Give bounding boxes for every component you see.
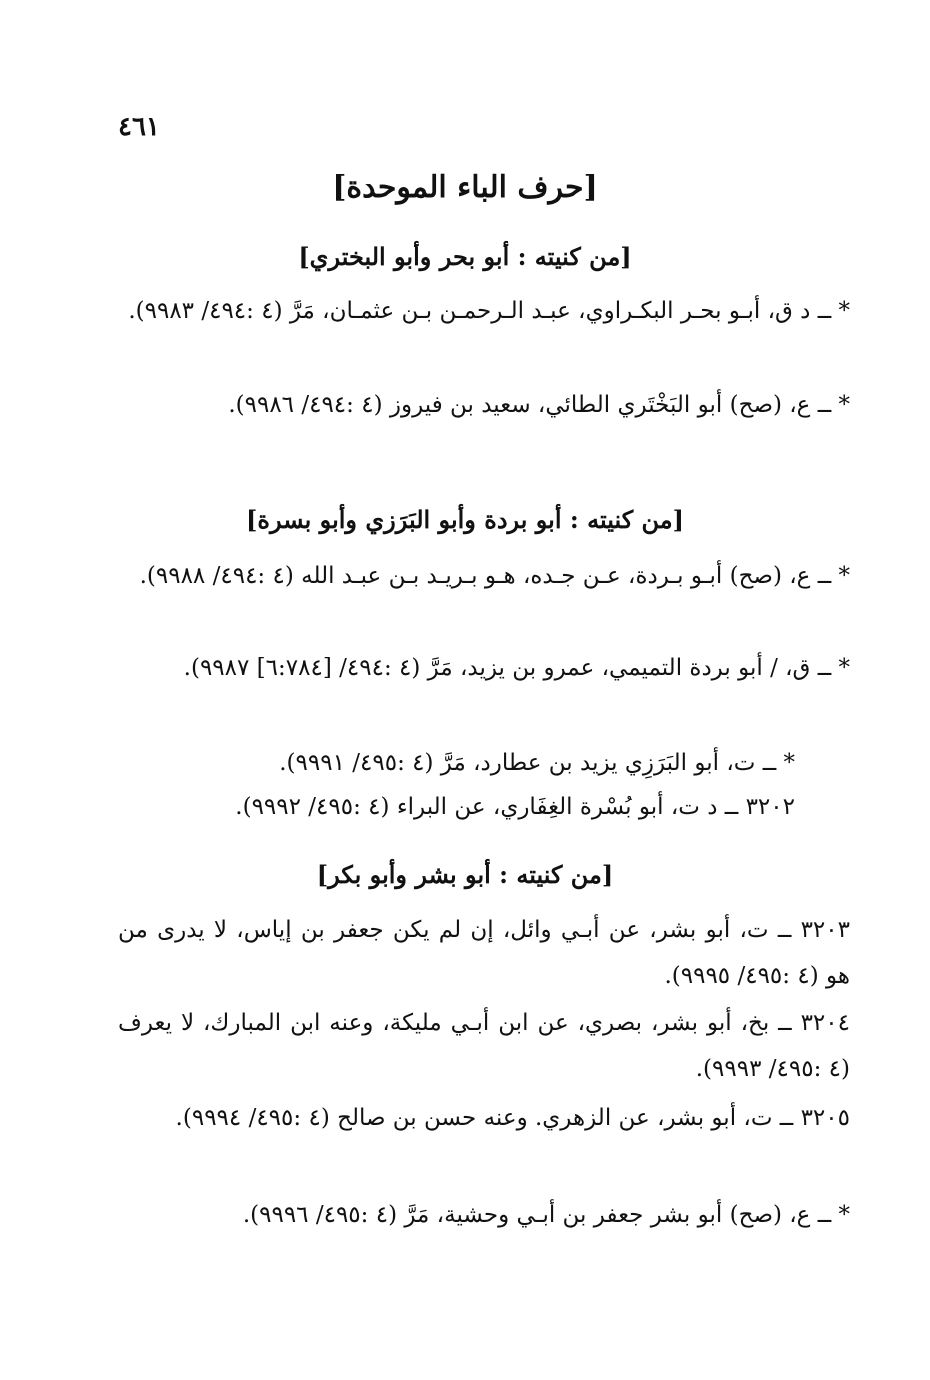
entry-text: ٣٢٠٢ ــ د ت، أبو بُسْرة الغِفَاري، عن البراء (٤ :٤٩٥/ ٩٩٩٢). (235, 794, 795, 820)
entry-text: * ــ ع، (صح) أبو البَخْتَري الطائي، سعيد بن فيروز (٤ :٤٩٤/ ٩٩٨٦). (228, 392, 850, 418)
entry (118, 1000, 850, 1092)
section-heading: [من كنيته : أبو بشر وأبو بكر] (316, 860, 614, 889)
entry-text: ٣٢٠٣ ــ ت، أبو بشر، عن أبـي وائل، إن لم يكن جعفر بن إياس، لا يدرى من هو (٤ :٤٩٥/ ٩٩٩٥). (118, 917, 850, 989)
page-number: ٤٦١ (118, 112, 160, 142)
entry (170, 740, 795, 786)
entry-text: * ــ ق، / أبو بردة التميمي، عمرو بن يزيد، مَرَّ (٤ :٤٩٤/ [٦:٧٨٤] ٩٩٨٧). (183, 655, 850, 681)
section-heading: [من كنيته : أبو بردة وأبو البَرَزي وأبو بسرة] (246, 505, 684, 534)
entry (170, 784, 795, 830)
entry (30, 645, 850, 691)
entry-text: * ــ ع، (صح) أبو بشر جعفر بن أبـي وحشية، مَرَّ (٤ :٤٩٥/ ٩٩٩٦). (242, 1202, 850, 1228)
entry-text: ٣٢٠٤ ــ بخ، أبو بشر، بصري، عن ابن أبـي مليكة، وعنه ابن المبارك، لا يعرف (٤ :٤٩٥/ ٩٩٩٣). (118, 1010, 850, 1082)
entry (118, 382, 850, 428)
entry (118, 907, 850, 999)
entry-text: ٣٢٠٥ ــ ت، أبو بشر، عن الزهري. وعنه حسن بن صالح (٤ :٤٩٥/ ٩٩٩٤). (175, 1105, 850, 1131)
chapter-heading: [حرف الباء الموحدة] (332, 170, 598, 205)
entry-text: * ــ د ق، أبـو بحـر البكـراوي، عبـد الـرحمـن بـن عثمـان، مَرَّ (٤ :٤٩٤/ ٩٩٨٣). (128, 298, 850, 324)
section-heading: [من كنيته : أبو بحر وأبو البختري] (298, 242, 632, 271)
entry (118, 288, 850, 334)
entry-text: * ــ ع، (صح) أبـو بـردة، عـن جـده، هـو بـريـد بـن عبـد الله (٤ :٤٩٤/ ٩٩٨٨). (139, 563, 850, 589)
entry (118, 1192, 850, 1238)
entry (118, 553, 850, 599)
entry (118, 1095, 850, 1141)
entry-text: * ــ ت، أبو البَرَزِي يزيد بن عطارد، مَرَّ (٤ :٤٩٥/ ٩٩٩١). (279, 750, 795, 776)
